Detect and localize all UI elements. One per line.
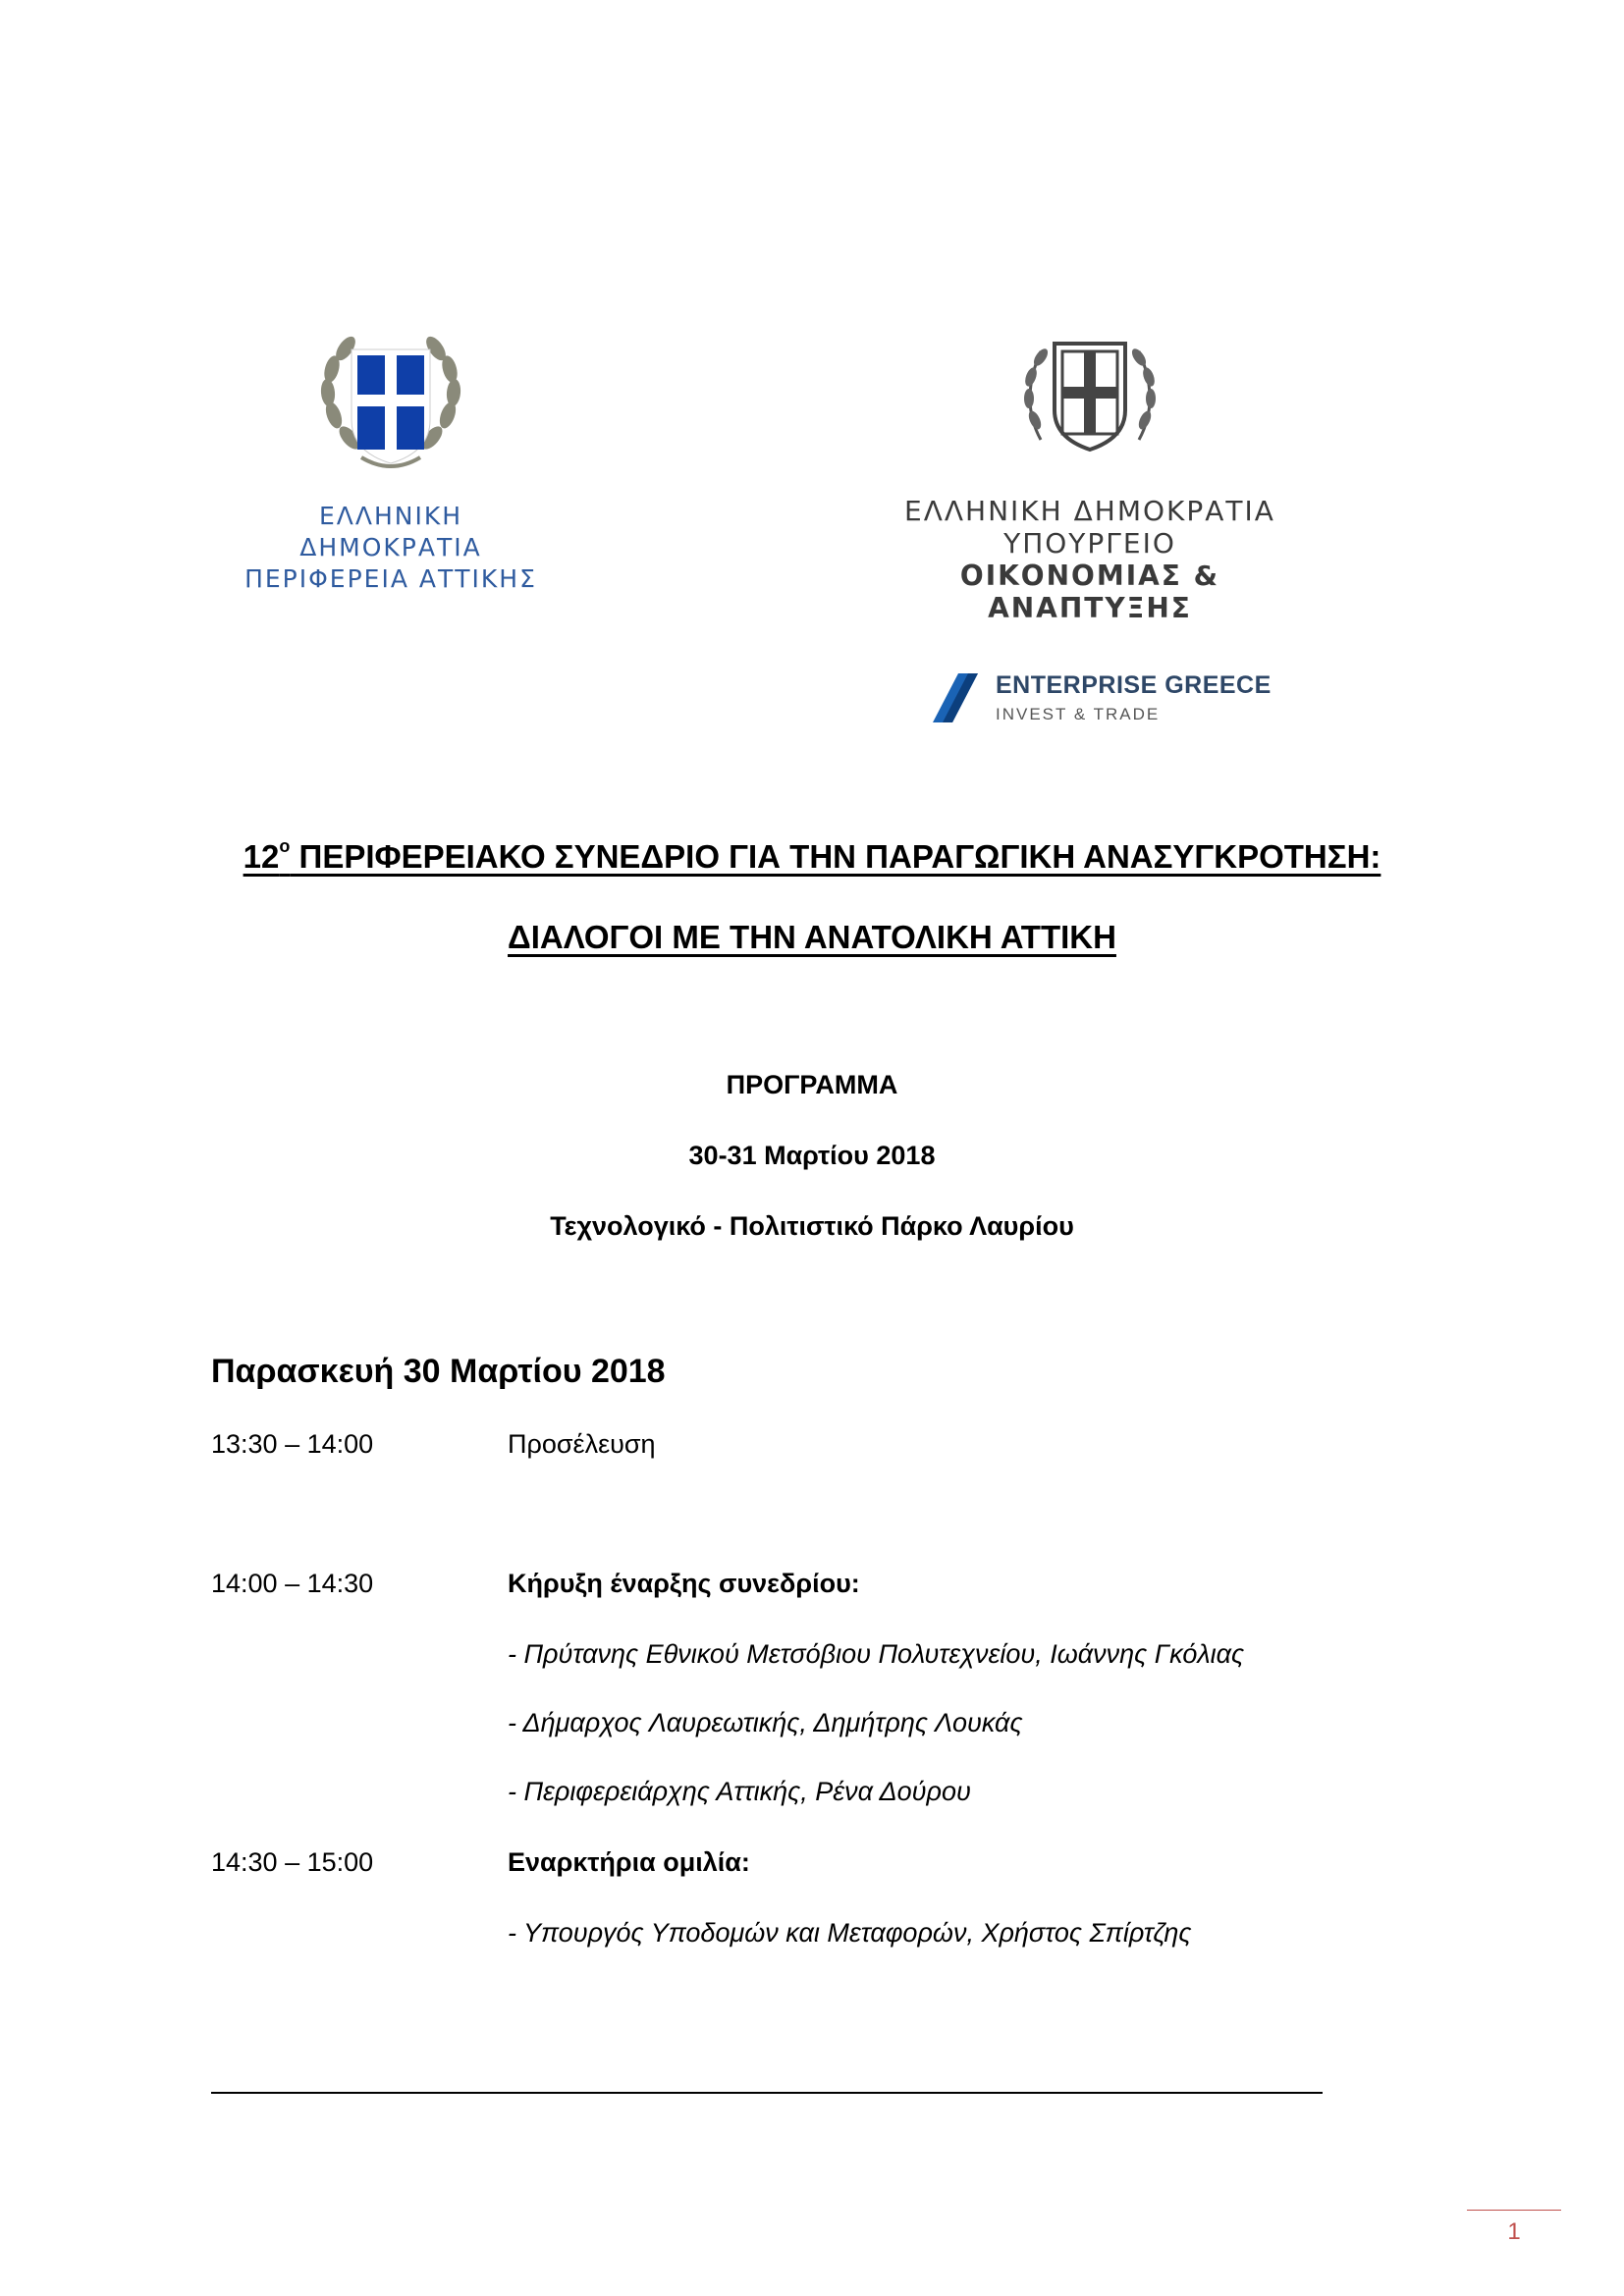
slot-time: 14:00 – 14:30 — [211, 1569, 374, 1598]
enterprise-greece-mark-icon — [933, 673, 982, 722]
greek-coat-of-arms-icon — [312, 322, 469, 479]
divider-line — [211, 2092, 1323, 2094]
speaker-item: - Πρύτανης Εθνικού Μετσόβιου Πολυτεχνείου, Ιωάννης Γκόλιας — [508, 1639, 1245, 1669]
programme-heading: ΠΡΟΓΡΑΜΜΑ — [726, 1070, 898, 1099]
slot-time: 13:30 – 14:00 — [211, 1429, 374, 1459]
conference-title-line1 — [0, 836, 1624, 876]
left-logo-line1: ΕΛΛΗΝΙΚΗ ΔΗΜΟΚΡΑΤΙΑ — [299, 502, 482, 561]
left-logo-line2: ΠΕΡΙΦΕΡΕΙΑ ΑΤΤΙΚΗΣ — [244, 564, 537, 593]
slot-title: Εναρκτήρια ομιλία: — [508, 1847, 750, 1877]
greek-coat-of-arms-icon — [1011, 322, 1168, 469]
slot-title: Προσέλευση — [508, 1429, 656, 1459]
right-logo-line2: ΥΠΟΥΡΓΕΙΟ — [1003, 527, 1176, 560]
conference-dates: 30-31 Μαρτίου 2018 — [688, 1141, 936, 1170]
logo-region-attica — [234, 322, 548, 595]
title-number: 12 — [243, 838, 280, 875]
right-logo-line3: ΟΙΚΟΝΟΜΙΑΣ & ΑΝΑΠΤΥΞΗΣ — [959, 560, 1220, 624]
day-heading: Παρασκευή 30 Μαρτίου 2018 — [211, 1353, 666, 1390]
speaker-item: - Υπουργός Υποδομών και Μεταφορών, Χρήστος Σπίρτζης — [508, 1918, 1192, 1948]
logo-enterprise-greece — [933, 667, 1286, 726]
speaker-item: - Δήμαρχος Λαυρεωτικής, Δημήτρης Λουκάς — [508, 1708, 1023, 1737]
title-line1-text: ΠΕΡΙΦΕΡΕΙΑΚΟ ΣΥΝΕΔΡΙΟ ΓΙΑ ΤΗΝ ΠΑΡΑΓΩΓΙΚΗ ΑΝΑΣΥΓΚΡΟΤΗΣΗ: — [290, 838, 1381, 875]
footer-divider — [1467, 2210, 1561, 2211]
conference-title-line2 — [0, 919, 1624, 956]
speaker-item: - Περιφερειάρχης Αττικής, Ρένα Δούρου — [508, 1777, 971, 1806]
conference-venue: Τεχνολογικό - Πολιτιστικό Πάρκο Λαυρίου — [550, 1211, 1074, 1241]
enterprise-tagline: INVEST & TRADE — [996, 705, 1161, 723]
slot-time: 14:30 – 15:00 — [211, 1847, 374, 1877]
title-line2-text: ΔΙΑΛΟΓΟΙ ΜΕ ΤΗΝ ΑΝΑΤΟΛΙΚΗ ΑΤΤΙΚΗ — [508, 919, 1116, 955]
title-ordinal: ο — [279, 836, 291, 856]
right-logo-line1: ΕΛΛΗΝΙΚΗ ΔΗΜΟΚΡΑΤΙΑ — [904, 495, 1275, 527]
enterprise-name: ENTERPRISE GREECE — [996, 671, 1272, 699]
page-number: 1 — [1507, 2218, 1521, 2245]
logo-ministry-economy — [864, 322, 1316, 624]
slot-title: Κήρυξη έναρξης συνεδρίου: — [508, 1569, 860, 1598]
